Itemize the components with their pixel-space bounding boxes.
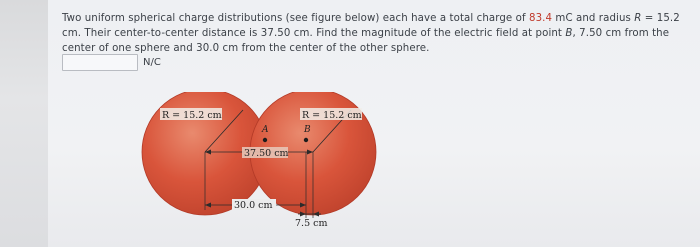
point-a-label: A — [262, 125, 269, 135]
problem-text-4: , 7.50 cm from the center of one sphere and 30.0 cm from the center of the other sphere. — [62, 28, 670, 54]
radius-symbol: R — [634, 13, 642, 24]
right-radius-label: R = 15.2 cm — [302, 110, 362, 121]
left-radius-label: R = 15.2 cm — [162, 110, 222, 121]
answer-input[interactable] — [62, 54, 138, 71]
center-distance-label: 37.50 cm — [244, 148, 289, 159]
distance-75-label: 7.5 cm — [295, 218, 328, 229]
point-b-label: B — [304, 125, 311, 135]
point-a-dot — [263, 138, 267, 142]
sphere-figure — [140, 92, 400, 232]
distance-30-label: 30.0 cm — [234, 200, 273, 211]
problem-text-3: = 15.2 cm. Their center-to-center distance is 37.50 cm. Find the magnitude of the electric field at point — [62, 13, 680, 39]
point-symbol: B — [565, 28, 573, 39]
problem-statement — [62, 11, 694, 56]
answer-row — [62, 54, 161, 70]
problem-text-1: Two uniform spherical charge distributions (see figure below) each have a total charge of — [62, 13, 529, 24]
charge-value: 83.4 — [529, 13, 553, 24]
problem-text-2: mC and radius — [552, 13, 635, 24]
point-b-dot — [304, 138, 308, 142]
answer-unit: N/C — [143, 56, 161, 68]
